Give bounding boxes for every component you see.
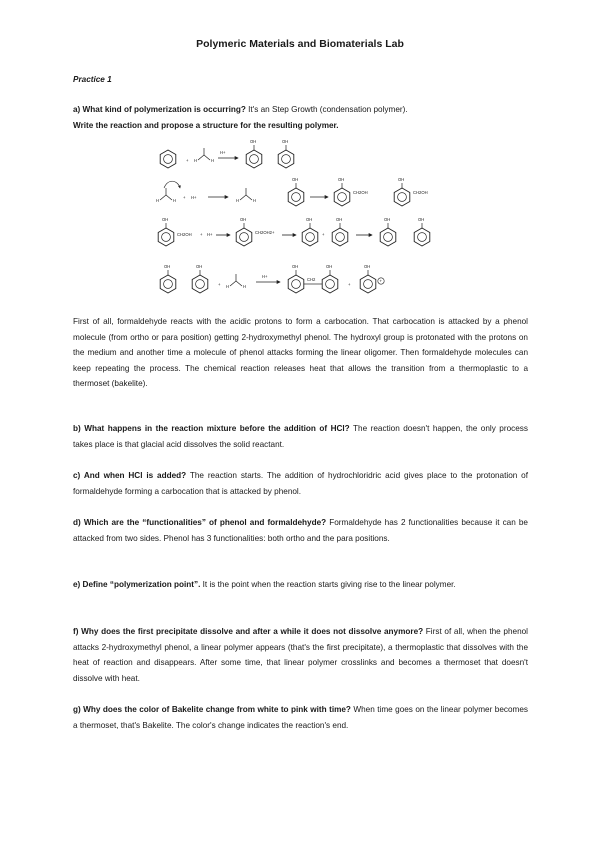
practice-heading: Practice 1 bbox=[73, 75, 112, 84]
answer-b-text: The reaction doesn't happen, the only process takes place is that glacial acid dissolves the solid reactant. bbox=[73, 424, 528, 449]
question-a bbox=[73, 102, 528, 133]
phenol-ring bbox=[158, 228, 174, 246]
reaction-scheme bbox=[150, 136, 460, 306]
phenol-ring bbox=[360, 275, 376, 293]
scheme-oh: OH bbox=[364, 264, 371, 269]
scheme-ch2oh: CH2OH bbox=[177, 232, 192, 237]
question-b bbox=[73, 421, 528, 452]
question-g-text: g) Why does the color of Bakelite change from white to pink with time? bbox=[73, 705, 351, 714]
scheme-h-plus: H+ bbox=[191, 195, 197, 200]
answer-d-text: Formaldehyde has 2 functionalities because it can be attacked from two sides. Phenol has 3 functionalities: both ortho and the para positions. bbox=[73, 518, 528, 543]
phenol-ring bbox=[288, 188, 304, 206]
answer-e-text: It is the point when the reaction starts giving rise to the linear polymer. bbox=[200, 580, 456, 589]
scheme-oh: OH bbox=[162, 217, 169, 222]
scheme-oh: OH bbox=[292, 177, 299, 182]
phenol-ring bbox=[332, 228, 348, 246]
question-b-text: b) What happens in the reaction mixture before the addition of HCl? bbox=[73, 424, 350, 433]
answer-g-text: When time goes on the linear polymer becomes a thermoset, that's Bakelite. The color's change indicates the reaction's end. bbox=[73, 705, 528, 730]
scheme-h: H bbox=[194, 158, 198, 163]
scheme-oh: OH bbox=[336, 217, 343, 222]
scheme-plus: + bbox=[183, 195, 186, 200]
phenol-ring bbox=[302, 228, 318, 246]
phenol-ring bbox=[246, 150, 262, 168]
phenol-ring bbox=[278, 150, 294, 168]
scheme-oh: OH bbox=[418, 217, 425, 222]
scheme-oh: OH bbox=[398, 177, 405, 182]
answer-a-text: It's an Step Growth (condensation polymer). bbox=[245, 105, 408, 114]
scheme-oh: OH bbox=[196, 264, 203, 269]
phenol-ring bbox=[380, 228, 396, 246]
scheme-ch2oh: CH2OH bbox=[413, 190, 428, 195]
question-d bbox=[73, 515, 528, 546]
scheme-h: H bbox=[226, 284, 230, 289]
scheme-oh: OH bbox=[292, 264, 299, 269]
phenol-ring bbox=[192, 275, 208, 293]
question-f-text: f) Why does the first precipitate dissolve and after a while it does not dissolve anymore? bbox=[73, 627, 424, 636]
page-title: Polymeric Materials and Biomaterials Lab bbox=[196, 38, 404, 50]
benzene-ring bbox=[160, 150, 176, 168]
scheme-oh: OH bbox=[250, 139, 257, 144]
scheme-plus: + bbox=[200, 232, 203, 237]
phenol-ring bbox=[322, 275, 338, 293]
scheme-oh: OH bbox=[306, 217, 313, 222]
question-g bbox=[73, 702, 528, 733]
scheme-ch2oh: CH2OH bbox=[353, 190, 368, 195]
question-c-text: c) And when HCl is added? bbox=[73, 471, 187, 480]
question-c bbox=[73, 468, 528, 499]
scheme-h-plus: H+ bbox=[220, 150, 226, 155]
scheme-oh: OH bbox=[338, 177, 345, 182]
scheme-plus: + bbox=[348, 282, 351, 287]
scheme-h: H bbox=[253, 198, 257, 203]
scheme-h: H bbox=[236, 198, 240, 203]
scheme-oh: OH bbox=[240, 217, 247, 222]
scheme-h: H bbox=[156, 198, 160, 203]
phenol-ring bbox=[288, 275, 304, 293]
scheme-plus: + bbox=[379, 278, 382, 284]
scheme-ch2oh2: CH2OH2+ bbox=[255, 230, 275, 235]
scheme-oh: OH bbox=[164, 264, 171, 269]
intro-paragraph: First of all, formaldehyde reacts with the acidic protons to form a carbocation. That carbocation is attacked by a phenol molecule (from ortho or para position) getting 2-hydroxymethyl phenol. The hydroxyl group is protonated with the protons on the medium and another time a molecule of phenol attacks forming the linear oligomer. Then formaldehyde molecules can keep repeating the process. The chemical reaction releases heat that allows the transition from a thermoplastic to a thermoset (bakelite). bbox=[73, 317, 528, 389]
question-a-text: a) What kind of polymerization is occurring? bbox=[73, 105, 246, 114]
scheme-ch2: CH2 bbox=[307, 277, 316, 282]
question-d-text: d) Which are the “functionalities” of phenol and formaldehyde? bbox=[73, 518, 327, 527]
reaction-scheme-drawing bbox=[150, 136, 460, 306]
scheme-plus: + bbox=[322, 232, 325, 237]
question-e-text: e) Define “polymerization point”. bbox=[73, 580, 201, 589]
question-f bbox=[73, 624, 528, 686]
question-a-subtext: Write the reaction and propose a structure for the resulting polymer. bbox=[73, 120, 339, 130]
scheme-h: H bbox=[211, 158, 215, 163]
answer-c-text: The reaction starts. The addition of hydrochloridric acid gives place to the protonation of formaldehyde forming a carbocation that is attacked by phenol. bbox=[73, 471, 528, 496]
scheme-oh: OH bbox=[326, 264, 333, 269]
scheme-plus: + bbox=[218, 282, 221, 287]
question-e bbox=[73, 577, 528, 593]
scheme-oh: OH bbox=[384, 217, 391, 222]
phenol-ring bbox=[394, 188, 410, 206]
scheme-plus: + bbox=[186, 158, 189, 163]
phenol-ring bbox=[414, 228, 430, 246]
phenol-ring bbox=[334, 188, 350, 206]
scheme-oh: OH bbox=[282, 139, 289, 144]
scheme-h-plus: H+ bbox=[207, 232, 213, 237]
scheme-h: H bbox=[243, 284, 247, 289]
answer-f-text: First of all, when the phenol attacks 2-hydroxymethyl phenol, a linear polymer appears (that's the first precipitate), a thermoplastic that dissolves with the heat of reaction and disappears. After some time, that linear polymer crosslinks and becomes a thermoset that doesn't dissolve with heat. bbox=[73, 627, 528, 683]
phenol-ring bbox=[236, 228, 252, 246]
scheme-h: H bbox=[173, 198, 177, 203]
phenol-ring bbox=[160, 275, 176, 293]
scheme-h-plus: H+ bbox=[262, 274, 268, 279]
